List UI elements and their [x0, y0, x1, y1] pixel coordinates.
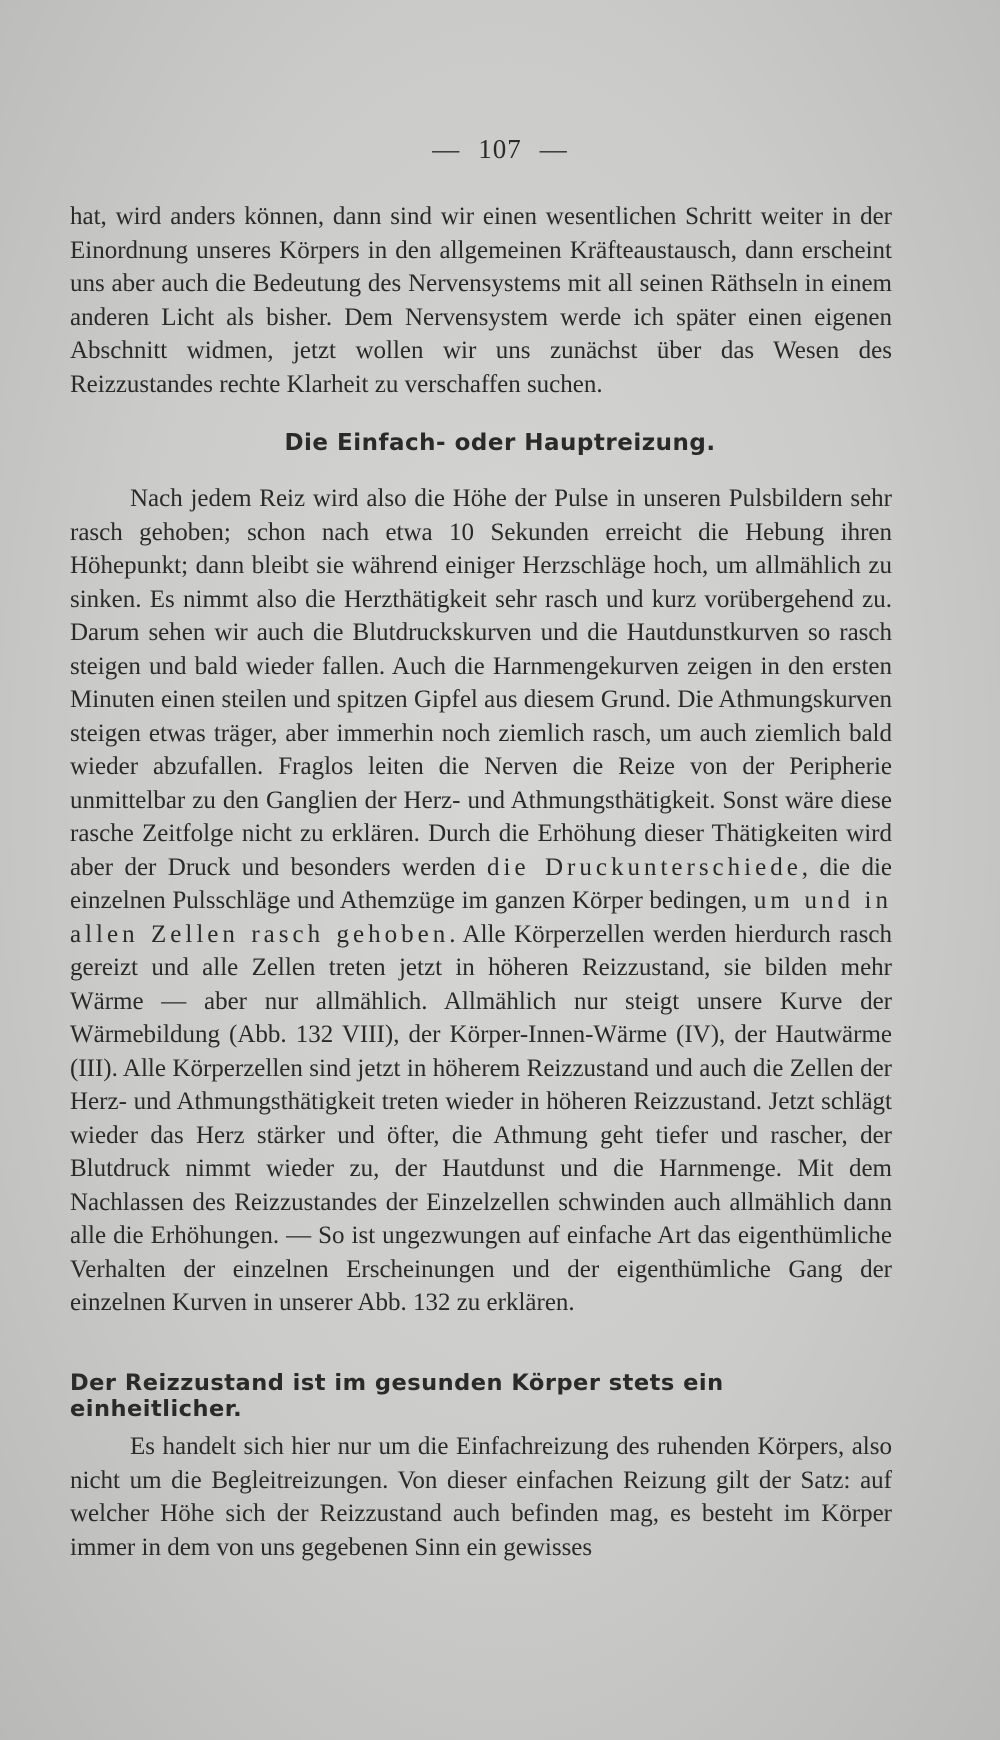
paragraph-2-part-b: , die die einzelnen Pulsschläge und Athemzüge im ganzen Körper bedingen,	[70, 853, 892, 914]
dash-left: —	[432, 134, 461, 164]
paragraph-3-text: Es handelt sich hier nur um die Einfachreizung des ruhenden Körpers, also nicht um die Begleitreizungen. Von dieser einfachen Reizung gilt der Satz: auf welcher Höhe sich der Reizzustand auch befinden mag, es besteht im Körper immer in dem von uns gegebenen Sinn ein gewisses	[70, 1433, 892, 1561]
section-heading-reizzustand: Der Reizzustand ist im gesunden Körper stets ein einheitlicher.	[70, 1370, 724, 1422]
paragraph-reizzustand	[70, 1430, 892, 1564]
page-number-line	[0, 134, 1000, 165]
paragraph-hauptreizung	[70, 482, 892, 1320]
dash-right: —	[539, 134, 568, 164]
paragraph-2-spaced-emphasis-2: um und in allen Zellen rasch gehoben	[70, 887, 892, 948]
section-heading-hauptreizung: Die Einfach- oder Hauptreizung.	[284, 430, 716, 456]
paragraph-2-part-a: Nach jedem Reiz wird also die Höhe der Pulse in unseren Pulsbildern sehr rasch gehoben; schon nach etwa 10 Sekunden erreicht die Hebung ihren Höhepunkt; dann bleibt sie während einiger Herzschläge hoch, um allmählich zu sinken. Es nimmt also die Herzthätigkeit sehr rasch und kurz vorübergehend zu. Darum sehen wir auch die Blutdruckskurven und die Hautdunstkurven so rasch steigen und bald wieder fallen. Auch die Harnmengekurven zeigen in den ersten Minuten einen steilen und spitzen Gipfel aus diesem Grund. Die Athmungskurven steigen etwas träger, aber immerhin noch ziemlich rasch, um auch ziemlich bald wieder abzufallen. Fraglos leiten die Nerven die Reize von der Peripherie unmittelbar zu den Ganglien der Herz- und Athmungsthätigkeit. Sonst wäre diese rasche Zeitfolge nicht zu erklären. Durch die Erhöhung dieser Thätigkeiten wird aber der Druck und besonders werden	[70, 485, 892, 881]
paragraph-2-part-c: . Alle Körperzellen werden hierdurch rasch gereizt und alle Zellen treten jetzt in höheren Reizzustand, sie bilden mehr Wärme — aber nur allmählich. Allmählich nur steigt unsere Kurve der Wärmebildung (Abb. 132 VIII), der Körper-Innen-Wärme (IV), der Hautwärme (III). Alle Körperzellen sind jetzt in höherem Reizzustand und auch die Zellen der Herz- und Athmungsthätigkeit treten wieder in höheren Reizzustand. Jetzt schlägt wieder das Herz stärker und öfter, die Athmung geht tiefer und rascher, der Blutdruck nimmt wieder zu, der Hautdunst und die Harnmenge. Mit dem Nachlassen des Reizzustandes der Einzelzellen schwinden auch allmählich dann alle die Erhöhungen. — So ist ungezwungen auf einfache Art das eigenthümliche Verhalten der einzelnen Erscheinungen und der eigenthümliche Gang der einzelnen Kurven in unserer Abb. 132 zu erklären.	[70, 920, 892, 1316]
paragraph-2	[70, 482, 892, 1320]
page-number: 107	[478, 134, 522, 164]
paragraph-2-spaced-emphasis-1: die Druckunterschiede	[487, 853, 802, 881]
paragraph-continuation	[70, 200, 892, 401]
paragraph-1-text: hat, wird anders können, dann sind wir einen wesentlichen Schritt weiter in der Einordnung unseres Körpers in den allgemeinen Kräfteaustausch, dann erscheint uns aber auch die Bedeutung des Nervensystems mit all seinen Räthseln in einem anderen Licht als bisher. Dem Nervensystem werde ich später einen eigenen Abschnitt widmen, jetzt wollen wir uns zunächst über das Wesen des Reizzustandes rechte Klarheit zu verschaffen suchen.	[70, 203, 892, 398]
